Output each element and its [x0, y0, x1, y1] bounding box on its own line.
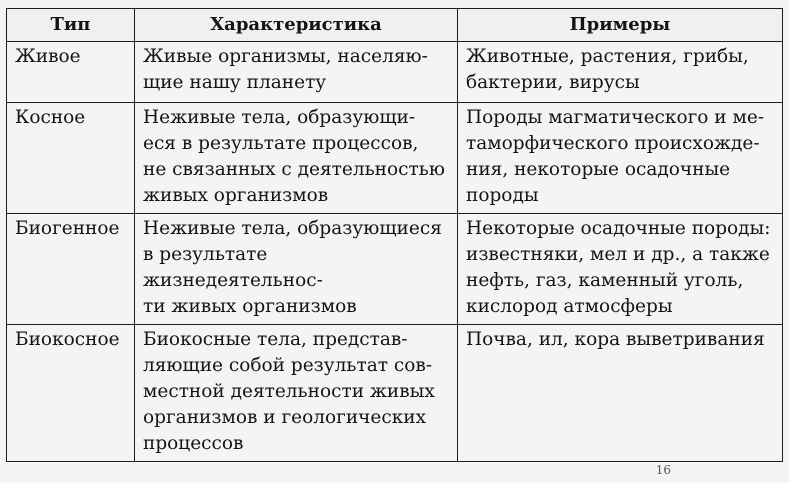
row-type: Биокосное — [7, 325, 135, 462]
table-row — [7, 214, 783, 325]
row-type: Живое — [7, 42, 135, 103]
table-row — [7, 325, 783, 462]
matter-types-table — [6, 8, 783, 462]
header-type: Тип — [7, 9, 135, 42]
table-header-row — [7, 9, 783, 42]
row-examples: Почва, ил, кора выветривания — [458, 325, 783, 462]
header-examples: Примеры — [458, 9, 783, 42]
header-characteristic: Характеристика — [135, 9, 458, 42]
row-characteristic: Биокосные тела, представ- ляющие собой результат сов- местной деятельности живых организмов и геологических процессов — [135, 325, 458, 462]
row-type: Косное — [7, 103, 135, 214]
table-row — [7, 42, 783, 103]
row-characteristic: Живые организмы, населяю- щие нашу планету — [135, 42, 458, 103]
row-characteristic: Неживые тела, образующиеся в результате жизнедеятельнос- ти живых организмов — [135, 214, 458, 325]
row-examples: Животные, растения, грибы, бактерии, вирусы — [458, 42, 783, 103]
row-examples: Некоторые осадочные породы: известняки, мел и др., а также нефть, газ, каменный уголь, кислород атмосферы — [458, 214, 783, 325]
row-characteristic: Неживые тела, образующи- еся в результате процессов, не связанных с деятельностью живых организмов — [135, 103, 458, 214]
table-row — [7, 103, 783, 214]
row-examples: Породы магматического и ме- таморфического происхожде- ния, некоторые осадочные породы — [458, 103, 783, 214]
row-type: Биогенное — [7, 214, 135, 325]
page-number: 16 — [655, 463, 671, 477]
